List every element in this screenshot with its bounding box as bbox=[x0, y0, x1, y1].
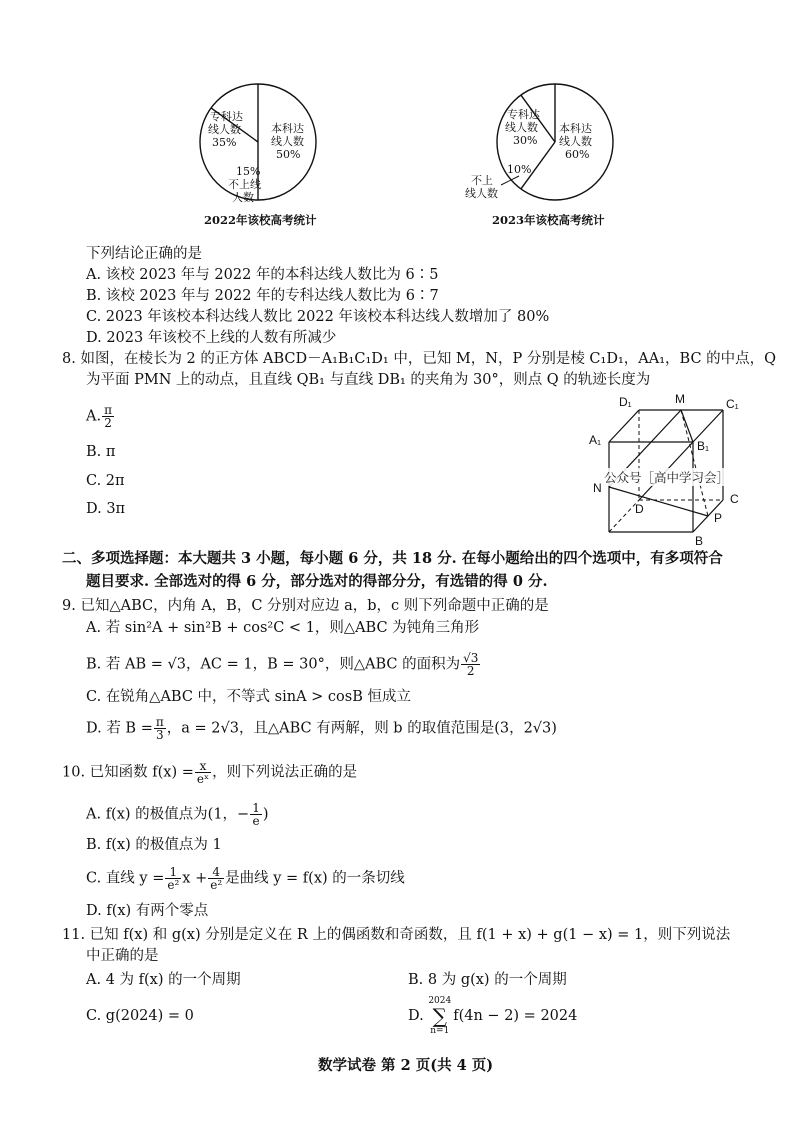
cube-label-b1: B₁ bbox=[697, 439, 710, 453]
q10-option-c bbox=[86, 866, 405, 891]
q7-option-d: D. 2023 年该校不上线的人数有所减少 bbox=[86, 330, 337, 346]
cube-label-a1: A₁ bbox=[589, 433, 602, 447]
pie-2022-caption: 2022年该校高考统计 bbox=[204, 213, 317, 227]
q8-option-a-den: 2 bbox=[104, 416, 112, 430]
q9-option-d-fraction bbox=[154, 716, 166, 741]
pie-2023-label-bushang-pct: 10% bbox=[507, 163, 532, 176]
cube-label-c: C bbox=[730, 492, 739, 506]
q8-option-b: B. π bbox=[86, 444, 116, 460]
q10-option-c-post: 是曲线 y = f(x) 的一条切线 bbox=[225, 870, 405, 887]
pie-chart-2023 bbox=[465, 82, 625, 227]
q9-option-b-den: 2 bbox=[466, 664, 475, 678]
q11-option-d-sum-symbol bbox=[428, 996, 451, 1036]
section2-heading-line1: 二、多项选择题：本大题共 3 小题，每小题 6 分，共 18 分. 在每小题给出的四个选项中，有多项符合 bbox=[62, 550, 723, 567]
pie-2023-caption: 2023年该校高考统计 bbox=[492, 213, 605, 227]
cube-label-d1: D₁ bbox=[619, 395, 632, 409]
q11-stem-line1: 11. 已知 f(x) 和 g(x) 分别是定义在 R 上的偶函数和奇函数，且 f(1 + x) + g(1 − x) = 1，则下列说法 bbox=[62, 927, 731, 943]
pie-2023-label-zhuanke-2: 线人数 bbox=[505, 121, 538, 134]
sigma-icon: ∑ bbox=[432, 1004, 447, 1028]
q10-stem-den: eˣ bbox=[196, 772, 210, 786]
cube-label-c1: C₁ bbox=[726, 397, 739, 411]
cube-hidden-mp bbox=[681, 410, 708, 516]
q8-option-a-prefix: A. bbox=[86, 408, 102, 425]
q11-option-c: C. g(2024) = 0 bbox=[86, 1008, 194, 1024]
pie-2022-label-bushang-2: 不上线 bbox=[228, 178, 261, 191]
q10-stem bbox=[62, 760, 357, 785]
q10-stem-post: ，则下列说法正确的是 bbox=[212, 764, 358, 781]
pie-2023-label-bushang-2: 线人数 bbox=[465, 187, 498, 200]
q11-option-d-sum-bottom: n=1 bbox=[430, 1026, 450, 1036]
q9-option-b-text: B. 若 AB = √3，AC = 1，B = 30°，则△ABC 的面积为 bbox=[86, 656, 461, 673]
q10-stem-pre: 10. 已知函数 f(x) = bbox=[62, 764, 194, 781]
pie-2023-label-benke-2: 线人数 bbox=[559, 135, 592, 148]
q8-option-a-num: π bbox=[104, 403, 112, 417]
q10-option-a-fraction bbox=[250, 802, 262, 827]
watermark: 公众号［高中学习会］ bbox=[604, 470, 730, 485]
q10-option-c-den2: e² bbox=[210, 878, 223, 892]
q10-option-a-post: ) bbox=[262, 806, 269, 823]
q11-stem-line2: 中正确的是 bbox=[86, 948, 159, 964]
q7-option-a: A. 该校 2023 年与 2022 年的本科达线人数比为 6∶5 bbox=[86, 267, 439, 283]
q9-option-b-fraction bbox=[461, 652, 480, 677]
q11-option-d-post: f(4n − 2) = 2024 bbox=[453, 1008, 578, 1024]
q10-option-c-den1: e² bbox=[167, 878, 180, 892]
q9-option-d-post: ，a = 2√3，且△ABC 有两解，则 b 的取值范围是(3，2√3) bbox=[166, 720, 557, 737]
q8-option-a-fraction bbox=[102, 404, 114, 429]
cube-line-mb1 bbox=[681, 410, 693, 442]
q10-option-b: B. f(x) 的极值点为 1 bbox=[86, 837, 222, 853]
pie-2023-label-zhuanke-3: 30% bbox=[513, 134, 538, 147]
page-footer: 数学试卷 第 2 页(共 4 页) bbox=[318, 1057, 494, 1074]
q10-option-c-fraction2 bbox=[208, 866, 224, 891]
q10-option-a bbox=[86, 802, 269, 827]
pie-2022-label-benke-3: 50% bbox=[276, 148, 301, 161]
pie-chart-2022-svg bbox=[188, 82, 328, 227]
q9-option-c: C. 在锐角△ABC 中，不等式 sinA > cosB 恒成立 bbox=[86, 689, 411, 705]
q10-option-c-num1: 1 bbox=[165, 866, 181, 879]
q8-stem-line1: 8. 如图，在棱长为 2 的正方体 ABCD－A₁B₁C₁D₁ 中，已知 M，N，P 分别是棱 C₁D₁，AA₁，BC 的中点，Q bbox=[62, 351, 777, 367]
q9-option-d bbox=[86, 716, 557, 741]
q10-option-c-mid: x + bbox=[182, 870, 208, 887]
pie-2023-label-zhuanke-1: 专科达 bbox=[507, 108, 540, 121]
pie-2022-label-bushang-3: 人数 bbox=[232, 191, 254, 204]
q9-option-d-den: 3 bbox=[155, 728, 164, 742]
q10-option-c-num2: 4 bbox=[208, 866, 224, 879]
cube-label-b: B bbox=[695, 534, 704, 548]
cube-label-m: M bbox=[675, 392, 685, 406]
q10-option-a-den: e bbox=[252, 814, 260, 828]
q11-option-d-pre: D. bbox=[408, 1008, 424, 1024]
q9-option-d-pre: D. 若 B = bbox=[86, 720, 153, 737]
q10-option-c-fraction1 bbox=[165, 866, 181, 891]
q9-option-a: A. 若 sin²A + sin²B + cos²C < 1，则△ABC 为钝角三角形 bbox=[86, 620, 480, 636]
q10-option-a-num: 1 bbox=[252, 801, 260, 815]
cube-edge-c1b1 bbox=[693, 410, 723, 442]
q10-stem-fraction bbox=[195, 760, 211, 785]
pie-2022-label-zhuanke-2: 线人数 bbox=[208, 123, 241, 136]
q10-option-a-pre: A. f(x) 的极值点为(1，− bbox=[86, 806, 250, 823]
q10-stem-num: x bbox=[195, 760, 211, 773]
pie-chart-2022 bbox=[188, 82, 328, 227]
q9-option-d-num: π bbox=[155, 715, 164, 729]
cube-label-n: N bbox=[593, 481, 602, 495]
q9-stem: 9. 已知△ABC，内角 A，B，C 分别对应边 a，b，c 则下列命题中正确的是 bbox=[62, 598, 549, 614]
q11-option-b: B. 8 为 g(x) 的一个周期 bbox=[408, 972, 567, 988]
q8-stem-line2: 为平面 PMN 上的动点，且直线 QB₁ 与直线 DB₁ 的夹角为 30°，则点 Q 的轨迹长度为 bbox=[86, 372, 651, 388]
section2-heading-line2: 题目要求. 全部选对的得 6 分，部分选对的得部分分，有选错的得 0 分. bbox=[86, 573, 548, 590]
pie-2023-label-benke-1: 本科达 bbox=[559, 122, 592, 135]
q9-option-b-num: √3 bbox=[463, 651, 479, 665]
pie-2023-leader-line bbox=[501, 176, 519, 185]
q11-option-d-sum-top: 2024 bbox=[428, 996, 452, 1006]
cube-label-p: P bbox=[714, 511, 723, 525]
pie-2023-label-bushang-1: 不上 bbox=[471, 174, 493, 187]
cube-label-d: D bbox=[635, 502, 644, 516]
q8-option-c: C. 2π bbox=[86, 473, 125, 489]
pie-2022-label-zhuanke-3: 35% bbox=[212, 136, 237, 149]
pie-2022-label-benke-2: 线人数 bbox=[271, 135, 304, 148]
q11-option-d bbox=[408, 996, 577, 1036]
cube-edge-a1d1 bbox=[609, 410, 639, 442]
q11-option-a: A. 4 为 f(x) 的一个周期 bbox=[86, 972, 241, 988]
pie-chart-2023-svg bbox=[465, 82, 625, 227]
q10-option-d: D. f(x) 有两个零点 bbox=[86, 903, 209, 919]
q9-option-b bbox=[86, 652, 481, 677]
q8-option-d: D. 3π bbox=[86, 501, 126, 517]
q8-option-a bbox=[86, 404, 115, 429]
q7-option-b: B. 该校 2023 年与 2022 年的专科达线人数比为 6∶7 bbox=[86, 288, 439, 304]
pie-2022-label-bushang-1: 15% bbox=[236, 165, 261, 178]
q7-option-c: C. 2023 年该校本科达线人数比 2022 年该校本科达线人数增加了 80% bbox=[86, 309, 550, 325]
pie-2023-label-benke-3: 60% bbox=[565, 148, 590, 161]
q10-option-c-pre: C. 直线 y = bbox=[86, 870, 165, 887]
pie-2022-label-benke-1: 本科达 bbox=[271, 122, 304, 135]
pie-2022-label-zhuanke-1: 专科达 bbox=[210, 110, 243, 123]
q7-stem: 下列结论正确的是 bbox=[86, 246, 202, 262]
